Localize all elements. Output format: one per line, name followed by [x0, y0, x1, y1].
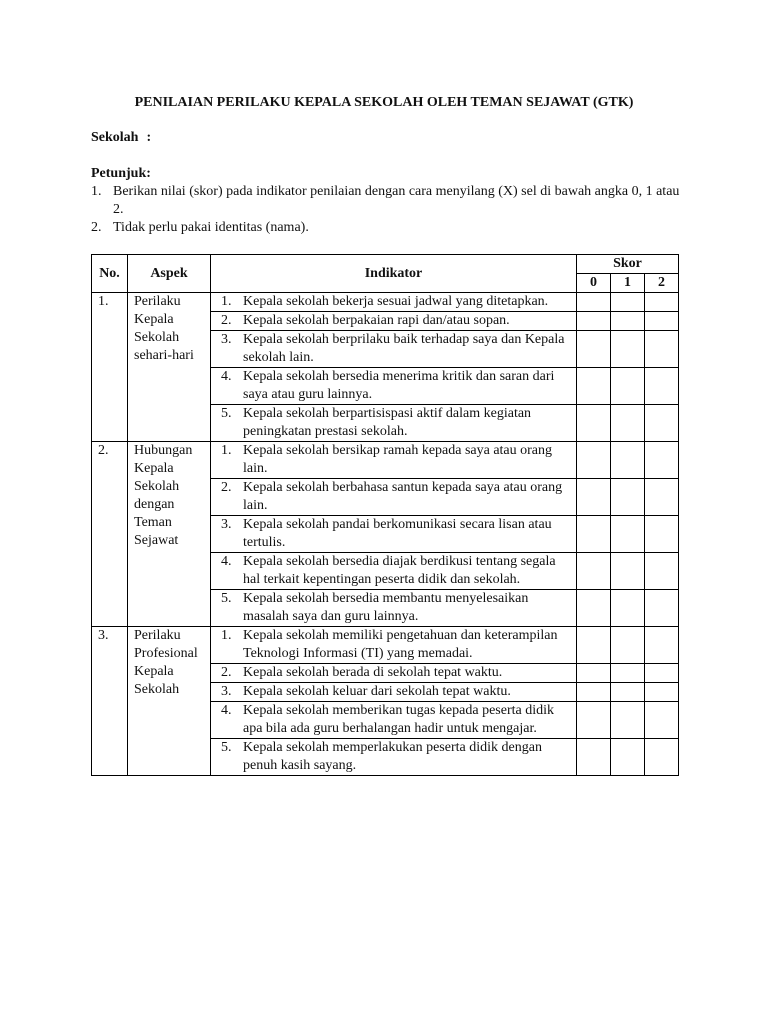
- score-cell-2[interactable]: [645, 368, 679, 405]
- rubric-body: [92, 293, 679, 776]
- indicator-text: Kepala sekolah berpartisispasi aktif dalam kegiatan peningkatan prestasi sekolah.: [243, 406, 532, 439]
- indicator-cell: [211, 479, 577, 516]
- instructions-list: [91, 183, 681, 237]
- indicator-cell: [211, 516, 577, 553]
- header-score-0: 0: [577, 274, 611, 293]
- indicator-text: Kepala sekolah memperlakukan peserta didik dengan penuh kasih sayang.: [243, 740, 542, 773]
- score-cell-1[interactable]: [611, 442, 645, 479]
- score-cell-2[interactable]: [645, 516, 679, 553]
- indicator-item: [221, 664, 572, 682]
- instruction-text: Tidak perlu pakai identitas (nama).: [113, 220, 309, 235]
- indicator-item: [221, 442, 572, 478]
- score-cell-1[interactable]: [611, 405, 645, 442]
- score-cell-2[interactable]: [645, 627, 679, 664]
- indicator-item: [221, 739, 572, 775]
- indicator-text: Kepala sekolah berbahasa santun kepada saya atau orang lain.: [243, 480, 563, 513]
- score-cell-1[interactable]: [611, 331, 645, 368]
- indicator-number: 1.: [221, 443, 232, 458]
- indicator-text: Kepala sekolah bersikap ramah kepada saya atau orang lain.: [243, 443, 553, 476]
- indicator-item: [221, 368, 572, 404]
- indicator-item: [221, 683, 572, 701]
- indicator-cell: [211, 739, 577, 776]
- indicator-item: [221, 627, 572, 663]
- indicator-number: 5.: [221, 406, 232, 421]
- group-aspek: Perilaku Profesional Kepala Sekolah: [128, 627, 211, 776]
- indicator-number: 3.: [221, 684, 232, 699]
- score-cell-0[interactable]: [577, 368, 611, 405]
- indicator-item: [221, 590, 572, 626]
- indicator-item: [221, 405, 572, 441]
- score-cell-2[interactable]: [645, 293, 679, 312]
- score-cell-1[interactable]: [611, 516, 645, 553]
- score-cell-0[interactable]: [577, 664, 611, 683]
- score-cell-1[interactable]: [611, 683, 645, 702]
- indicator-text: Kepala sekolah bersedia membantu menyelesaikan masalah saya dan guru lainnya.: [243, 591, 529, 624]
- score-cell-0[interactable]: [577, 405, 611, 442]
- score-cell-2[interactable]: [645, 331, 679, 368]
- indicator-number: 2.: [221, 313, 232, 328]
- table-row: [92, 442, 679, 479]
- indicator-text: Kepala sekolah keluar dari sekolah tepat waktu.: [243, 684, 511, 699]
- indicator-number: 3.: [221, 332, 232, 347]
- indicator-item: [221, 312, 572, 330]
- instruction-item: [91, 219, 681, 237]
- indicator-item: [221, 516, 572, 552]
- instruction-number: 2.: [91, 220, 102, 235]
- indicator-text: Kepala sekolah berpakaian rapi dan/atau sopan.: [243, 313, 510, 328]
- score-cell-0[interactable]: [577, 516, 611, 553]
- header-skor: Skor: [577, 255, 679, 274]
- indicator-cell: [211, 368, 577, 405]
- score-cell-0[interactable]: [577, 739, 611, 776]
- table-row: [92, 293, 679, 312]
- header-aspek: Aspek: [128, 255, 211, 293]
- score-cell-2[interactable]: [645, 702, 679, 739]
- indicator-text: Kepala sekolah berada di sekolah tepat waktu.: [243, 665, 503, 680]
- school-field: [91, 129, 151, 147]
- indicator-number: 1.: [221, 628, 232, 643]
- score-cell-1[interactable]: [611, 312, 645, 331]
- score-cell-2[interactable]: [645, 312, 679, 331]
- indicator-text: Kepala sekolah memiliki pengetahuan dan keterampilan Teknologi Informasi (TI) yang memadai.: [243, 628, 558, 661]
- indicator-item: [221, 553, 572, 589]
- indicator-item: [221, 702, 572, 738]
- indicator-number: 4.: [221, 554, 232, 569]
- indicator-number: 2.: [221, 480, 232, 495]
- score-cell-1[interactable]: [611, 368, 645, 405]
- score-cell-2[interactable]: [645, 590, 679, 627]
- score-cell-0[interactable]: [577, 312, 611, 331]
- indicator-text: Kepala sekolah bersedia diajak berdikusi tentang segala hal terkait kepentingan peserta didik dan sekolah.: [243, 554, 556, 587]
- score-cell-0[interactable]: [577, 479, 611, 516]
- indicator-number: 3.: [221, 517, 232, 532]
- indicator-cell: [211, 702, 577, 739]
- indicator-cell: [211, 683, 577, 702]
- group-number: 3.: [92, 627, 128, 776]
- score-cell-0[interactable]: [577, 331, 611, 368]
- score-cell-0[interactable]: [577, 442, 611, 479]
- indicator-number: 4.: [221, 703, 232, 718]
- header-indikator: Indikator: [211, 255, 577, 293]
- group-number: 1.: [92, 293, 128, 442]
- score-cell-2[interactable]: [645, 739, 679, 776]
- score-cell-0[interactable]: [577, 683, 611, 702]
- document-title: PENILAIAN PERILAKU KEPALA SEKOLAH OLEH TEMAN SEJAWAT (GTK): [134, 95, 634, 110]
- score-cell-1[interactable]: [611, 553, 645, 590]
- score-cell-0[interactable]: [577, 702, 611, 739]
- score-cell-1[interactable]: [611, 664, 645, 683]
- indicator-text: Kepala sekolah bersedia menerima kritik dan saran dari saya atau guru lainnya.: [243, 369, 555, 402]
- score-cell-0[interactable]: [577, 293, 611, 312]
- score-cell-0[interactable]: [577, 553, 611, 590]
- indicator-cell: [211, 627, 577, 664]
- rubric-table: [91, 254, 679, 776]
- score-cell-2[interactable]: [645, 553, 679, 590]
- indicator-item: [221, 479, 572, 515]
- score-cell-2[interactable]: [645, 405, 679, 442]
- instruction-number: 1.: [91, 184, 102, 199]
- instruction-item: [91, 183, 681, 219]
- instructions-heading: Petunjuk:: [91, 166, 151, 181]
- indicator-item: [221, 331, 572, 367]
- indicator-item: [221, 293, 572, 311]
- indicator-number: 5.: [221, 591, 232, 606]
- indicator-cell: [211, 442, 577, 479]
- indicator-text: Kepala sekolah bekerja sesuai jadwal yang ditetapkan.: [243, 294, 549, 309]
- score-cell-2[interactable]: [645, 664, 679, 683]
- score-cell-2[interactable]: [645, 479, 679, 516]
- indicator-number: 4.: [221, 369, 232, 384]
- score-cell-1[interactable]: [611, 627, 645, 664]
- indicator-cell: [211, 590, 577, 627]
- header-score-2: 2: [645, 274, 679, 293]
- score-cell-1[interactable]: [611, 479, 645, 516]
- header-score-1: 1: [611, 274, 645, 293]
- indicator-cell: [211, 331, 577, 368]
- indicator-cell: [211, 553, 577, 590]
- school-label: Sekolah: [91, 130, 139, 145]
- score-cell-1[interactable]: [611, 590, 645, 627]
- header-no: No.: [92, 255, 128, 293]
- indicator-cell: [211, 664, 577, 683]
- indicator-cell: [211, 293, 577, 312]
- group-aspek: Hubungan Kepala Sekolah dengan Teman Sejawat: [128, 442, 211, 627]
- group-number: 2.: [92, 442, 128, 627]
- score-cell-1[interactable]: [611, 293, 645, 312]
- instruction-text: Berikan nilai (skor) pada indikator penilaian dengan cara menyilang (X) sel di bawah angka 0, 1 atau 2.: [113, 184, 680, 217]
- score-cell-0[interactable]: [577, 590, 611, 627]
- indicator-cell: [211, 405, 577, 442]
- indicator-number: 2.: [221, 665, 232, 680]
- indicator-text: Kepala sekolah pandai berkomunikasi secara lisan atau tertulis.: [243, 517, 552, 550]
- group-aspek: Perilaku Kepala Sekolah sehari-hari: [128, 293, 211, 442]
- indicator-text: Kepala sekolah berprilaku baik terhadap saya dan Kepala sekolah lain.: [243, 332, 565, 365]
- indicator-number: 1.: [221, 294, 232, 309]
- score-cell-2[interactable]: [645, 683, 679, 702]
- indicator-cell: [211, 312, 577, 331]
- score-cell-1[interactable]: [611, 702, 645, 739]
- school-colon: :: [146, 130, 152, 145]
- indicator-number: 5.: [221, 740, 232, 755]
- score-cell-0[interactable]: [577, 627, 611, 664]
- indicator-text: Kepala sekolah memberikan tugas kepada peserta didik apa bila ada guru berhalangan hadir untuk mengajar.: [243, 703, 554, 736]
- score-cell-1[interactable]: [611, 739, 645, 776]
- score-cell-2[interactable]: [645, 442, 679, 479]
- table-row: [92, 627, 679, 664]
